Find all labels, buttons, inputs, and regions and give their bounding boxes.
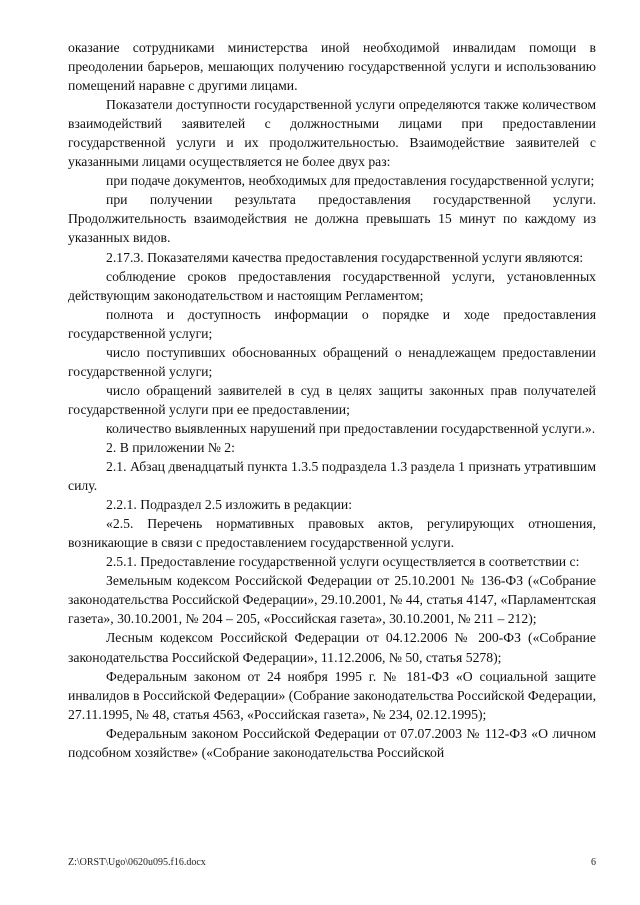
paragraph: число поступивших обоснованных обращений о ненадлежащем предоставлении государственной услуги; bbox=[68, 344, 596, 379]
paragraph: Федеральным законом от 24 ноября 1995 г. № 181-ФЗ «О социальной защите инвалидов в Российской Федерации» (Собрание законодательства Российской Федерации, 27.11.1995, № 48, статья 4563, «Российская газета», № 234, 02.12.1995); bbox=[68, 668, 596, 722]
file-path: Z:\ORST\Ugo\0620u095.f16.docx bbox=[68, 857, 206, 868]
page-number: 6 bbox=[591, 857, 596, 868]
paragraph: число обращений заявителей в суд в целях защиты законных прав получателей государственной услуги при ее предоставлении; bbox=[68, 382, 596, 417]
document-body bbox=[68, 38, 596, 762]
paragraph: Федеральным законом Российской Федерации от 07.07.2003 № 112-ФЗ «О личном подсобном хозяйстве» («Собрание законодательства Российской bbox=[68, 725, 596, 760]
page-footer bbox=[68, 857, 596, 871]
paragraph: при подаче документов, необходимых для предоставления государственной услуги; bbox=[106, 173, 595, 189]
paragraph: соблюдение сроков предоставления государственной услуги, установленных действующим законодательством и настоящим Регламентом; bbox=[68, 268, 596, 303]
paragraph: количество выявленных нарушений при предоставлении государственной услуги.». bbox=[106, 420, 596, 436]
paragraph: оказание сотрудниками министерства иной необходимой инвалидам помощи в преодолении барьеров, мешающих получению государственной услуги и использованию помещений наравне с другими лицами. bbox=[68, 40, 596, 94]
paragraph: при получении результата предоставления государственной услуги. Продолжительность взаимодействия не должна превышать 15 минут по каждому из указанных видов. bbox=[68, 192, 596, 246]
paragraph: Лесным кодексом Российской Федерации от 04.12.2006 № 200-ФЗ («Собрание законодательства Российской Федерации», 11.12.2006, № 50, статья 5278); bbox=[68, 630, 596, 665]
paragraph: Показатели доступности государственной услуги определяются также количеством взаимодействий заявителей с должностными лицами при предоставлении государственной услуги и их продолжительностью. Взаимодействие заявителей с указанными лицами осуществляется не более двух раз: bbox=[68, 97, 596, 170]
paragraph: 2.17.3. Показателями качества предоставления государственной услуги являются: bbox=[106, 249, 584, 265]
paragraph: 2.2.1. Подраздел 2.5 изложить в редакции: bbox=[106, 497, 352, 513]
paragraph: 2.5.1. Предоставление государственной услуги осуществляется в соответствии с: bbox=[106, 554, 580, 570]
paragraph: Земельным кодексом Российской Федерации от 25.10.2001 № 136-ФЗ («Собрание законодательства Российской Федерации», 29.10.2001, № 44, статья 4147, «Парламентская газета», 30.10.2001, № 204 – 205, «Российская газета», 30.10.2001, № 211 – 212); bbox=[68, 573, 596, 627]
paragraph: «2.5. Перечень нормативных правовых актов, регулирующих отношения, возникающие в связи с предоставлением государственной услуги. bbox=[68, 516, 596, 551]
paragraph: 2. В приложении № 2: bbox=[106, 439, 235, 455]
paragraph: 2.1. Абзац двенадцатый пункта 1.3.5 подраздела 1.3 раздела 1 признать утратившим силу. bbox=[68, 459, 596, 494]
paragraph: полнота и доступность информации о порядке и ходе предоставления государственной услуги; bbox=[68, 306, 596, 341]
